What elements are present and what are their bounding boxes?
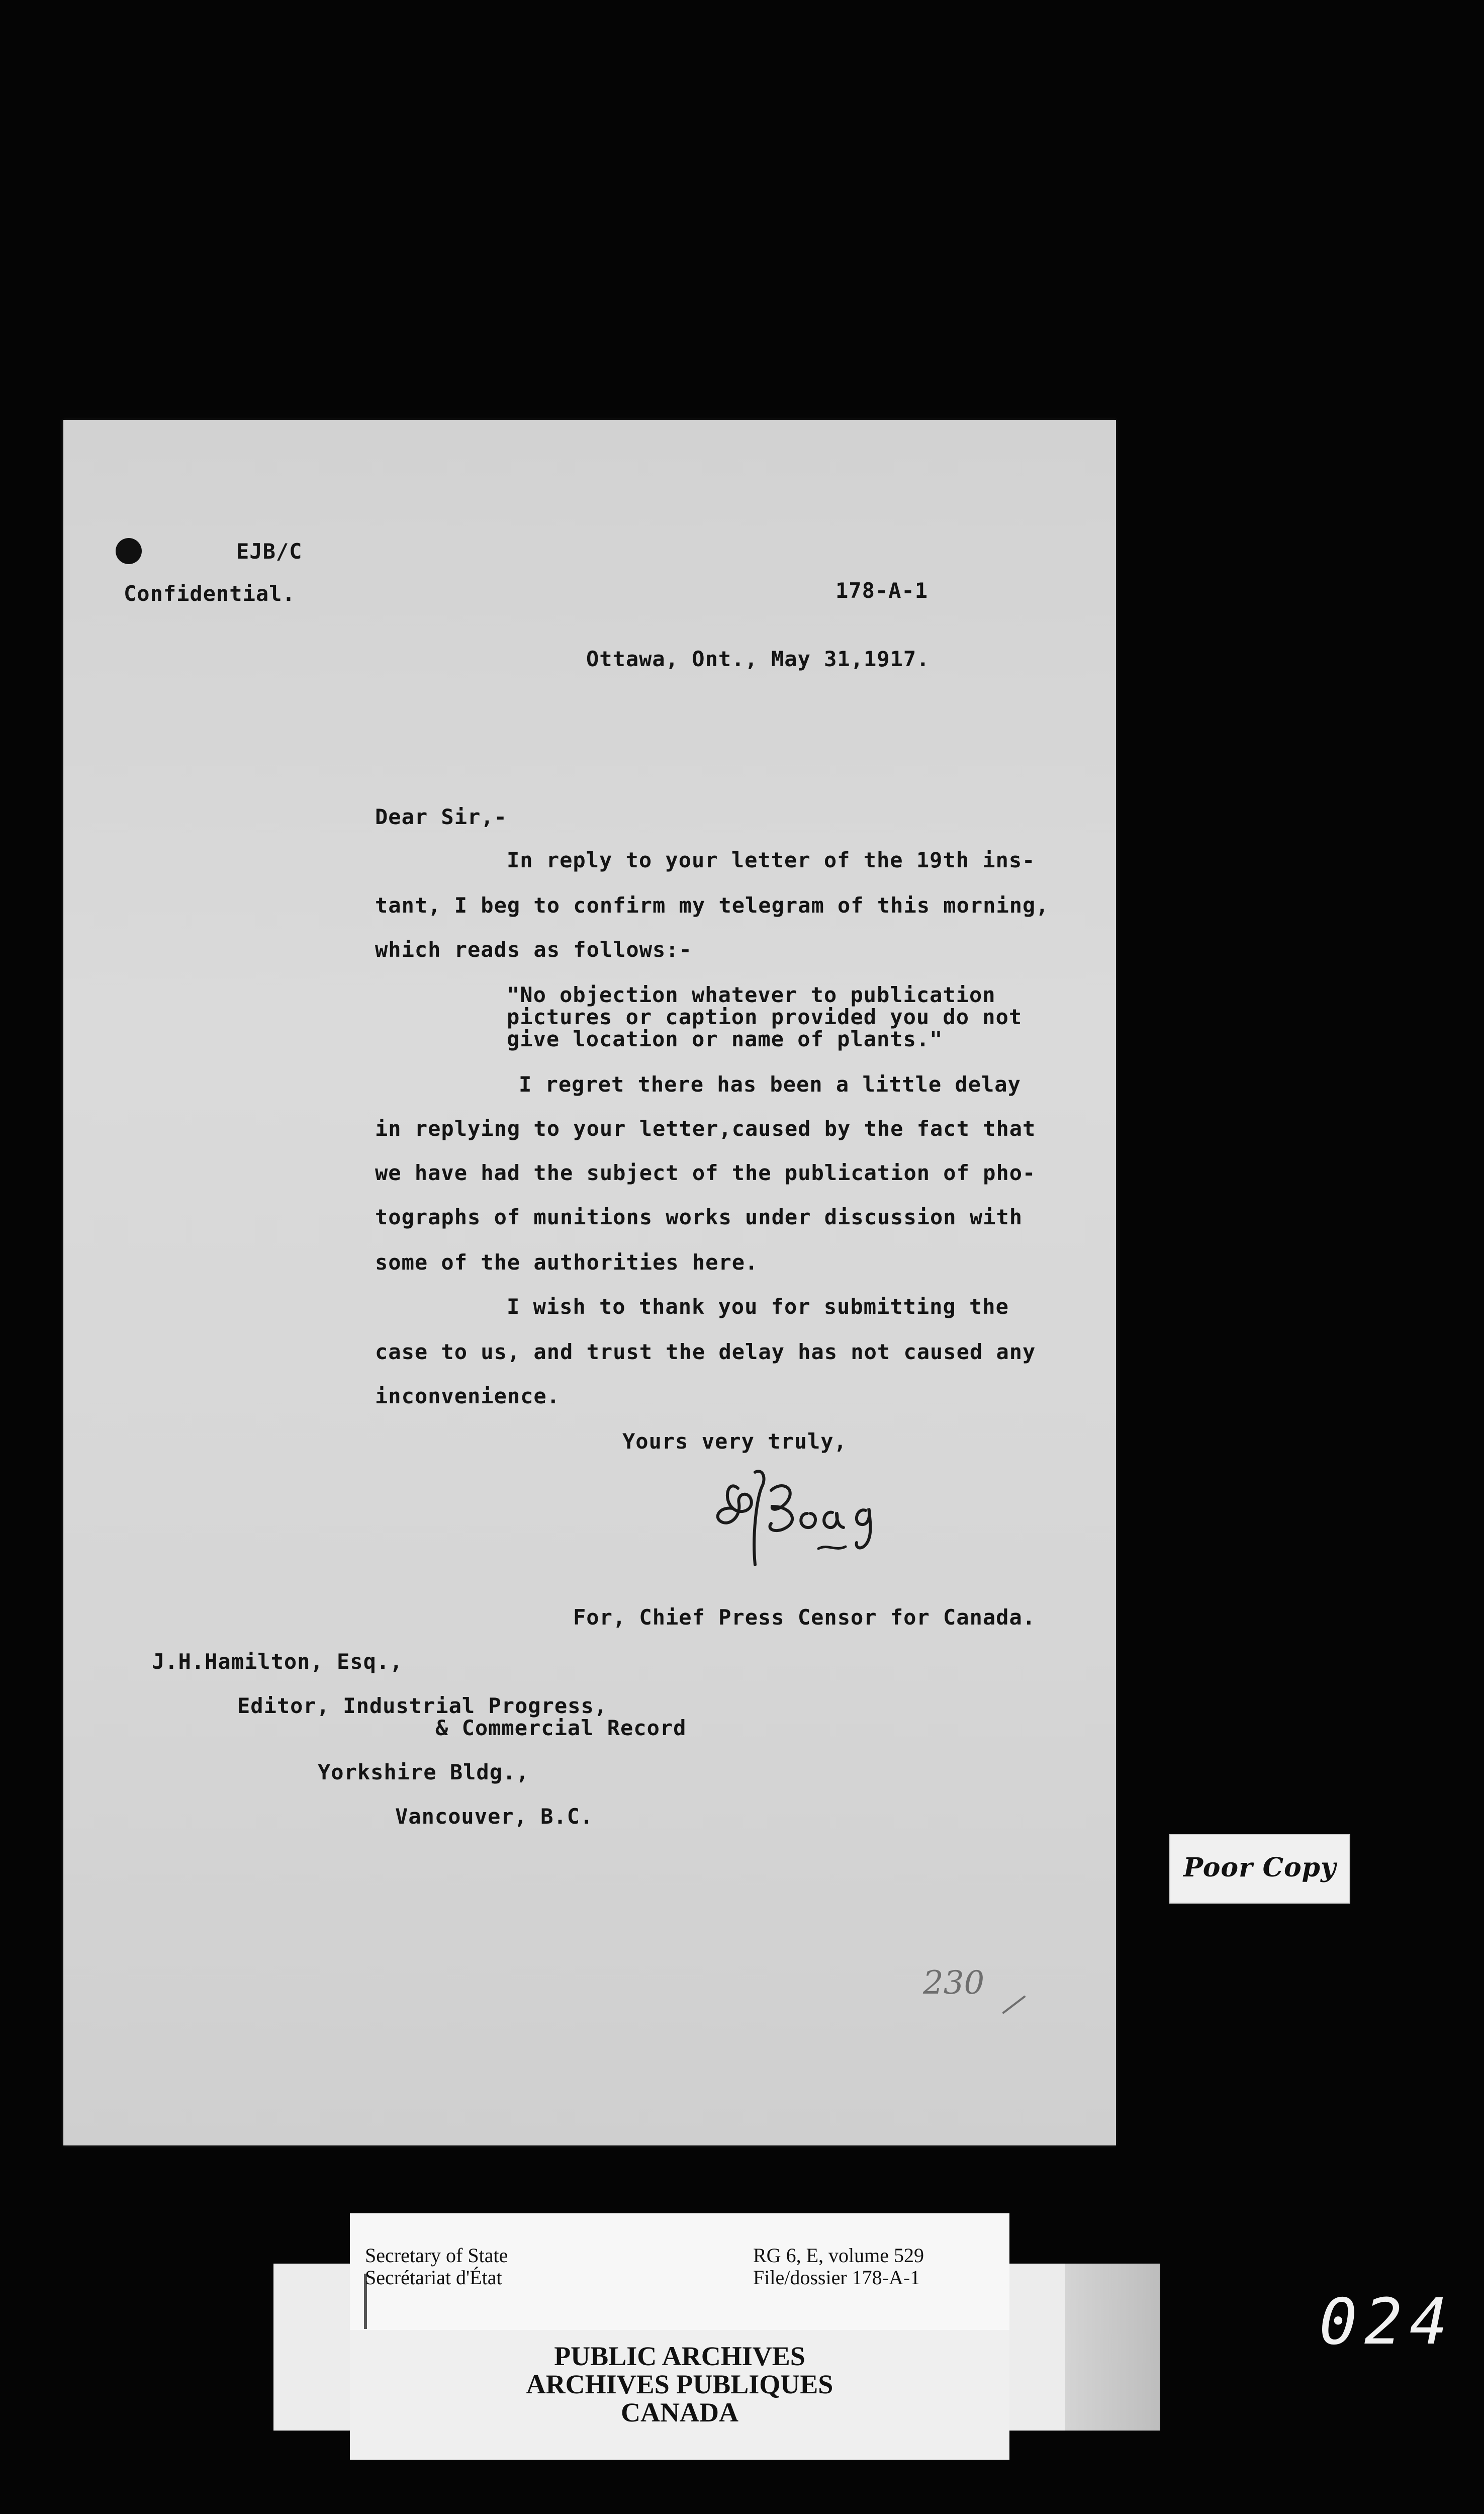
place-date: Ottawa, Ont., May 31,1917. [586, 647, 930, 671]
frame-number-text: 024 [1319, 2287, 1455, 2357]
poor-copy-label [1169, 1834, 1350, 1904]
address-line: & Commercial Record [435, 1716, 687, 1740]
address-line: J.H.Hamilton, Esq., [152, 1649, 403, 1674]
address-line: Editor, Industrial Progress, [237, 1693, 608, 1718]
paragraph-line: some of the authorities here. [375, 1250, 759, 1275]
confidential-mark: Confidential. [124, 581, 296, 606]
archive-title-card [350, 2330, 1009, 2460]
pencil-note [918, 1953, 1044, 2029]
archive-title-fr: ARCHIVES PUBLIQUES [526, 2369, 833, 2399]
poor-copy-text: Poor Copy [1183, 1852, 1337, 1883]
letter-sheet [63, 420, 1116, 2145]
closing: Yours very truly, [622, 1429, 847, 1454]
paragraph-line: which reads as follows:- [375, 937, 692, 962]
department-en: Secretary of State [365, 2244, 508, 2267]
paragraph-line: in replying to your letter,caused by the fact that [375, 1116, 1036, 1141]
paragraph-line: tant, I beg to confirm my telegram of this morning, [375, 893, 1049, 918]
record-volume: RG 6, E, volume 529 [753, 2244, 924, 2267]
paragraph-line: we have had the subject of the publication of pho- [375, 1160, 1036, 1185]
card-shadow [1065, 2264, 1160, 2431]
address-line: Vancouver, B.C. [395, 1804, 594, 1829]
svg-text:230: 230 [923, 1964, 985, 2002]
salutation: Dear Sir,- [375, 804, 507, 829]
paragraph-line: In reply to your letter of the 19th ins- [507, 848, 1036, 872]
frame-number [1314, 2287, 1484, 2357]
quote-line: pictures or caption provided you do not [507, 1005, 1023, 1029]
archive-title-en: PUBLIC ARCHIVES [554, 2341, 805, 2371]
paragraph-line: I regret there has been a little delay [519, 1072, 1021, 1097]
punch-hole [116, 538, 142, 564]
department-fr: Secrétariat d'État [365, 2266, 502, 2289]
signature [707, 1458, 888, 1579]
paragraph-line: I wish to thank you for submitting the [507, 1294, 1009, 1319]
paragraph-line: inconvenience. [375, 1384, 561, 1408]
initials: EJB/C [236, 539, 303, 564]
paragraph-line: tographs of munitions works under discussion with [375, 1205, 1023, 1229]
quote-line: "No objection whatever to publication [507, 982, 996, 1007]
signatory-title: For, Chief Press Censor for Canada. [573, 1605, 1036, 1630]
file-number: 178-A-1 [836, 578, 929, 603]
quote-line: give location or name of plants." [507, 1027, 943, 1051]
paragraph-line: case to us, and trust the delay has not caused any [375, 1339, 1036, 1364]
archive-reference-strip [350, 2213, 1009, 2331]
archive-country: CANADA [621, 2397, 738, 2428]
address-line: Yorkshire Bldg., [318, 1760, 529, 1784]
record-file: File/dossier 178-A-1 [753, 2266, 920, 2289]
